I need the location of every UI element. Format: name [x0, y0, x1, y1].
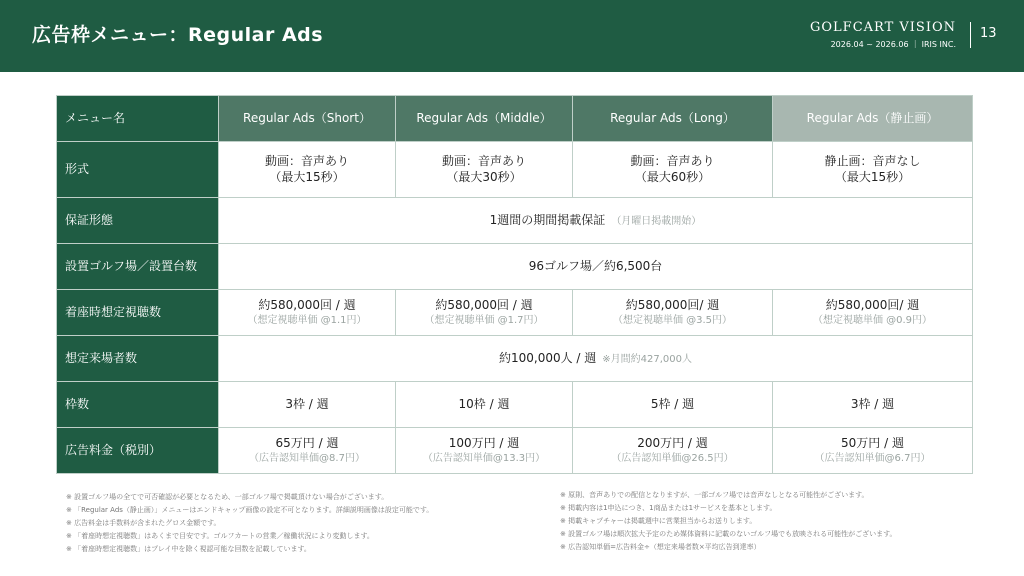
views-cell-short: 約580,000回 / 週 （想定視聴単価 @1.1円） — [219, 290, 396, 336]
corner-header: メニュー名 — [57, 96, 219, 142]
table-row-visitors — [57, 336, 973, 382]
format-cell-middle: 動画：音声あり （最大30秒） — [396, 142, 573, 198]
price-cell-short: 65万円 / 週 （広告認知単価@8.7円） — [219, 428, 396, 474]
footnote: ※ 原則、音声ありでの配信となりますが、一部ゴルフ場では音声なしとなる可能性がございます。 — [560, 491, 869, 499]
slots-cell-long: 5枠 / 週 — [573, 382, 773, 428]
row-header-guarantee: 保証形態 — [57, 198, 219, 244]
row-header-format: 形式 — [57, 142, 219, 198]
footnotes-left — [66, 491, 536, 556]
footnote: ※ 広告認知単価=広告料金÷（想定来場者数×平均広告到達率） — [560, 543, 761, 551]
table-row-price — [57, 428, 973, 474]
footnote: ※ 「着座時想定視聴数」はプレイ中を除く視認可能な回数を記載しています。 — [66, 545, 311, 553]
column-header-middle: Regular Ads（Middle） — [396, 96, 573, 142]
column-header-short: Regular Ads（Short） — [219, 96, 396, 142]
footnote: ※ 掲載キャプチャーは掲載週中に営業担当からお送りします。 — [560, 517, 757, 525]
ad-menu-table — [56, 95, 973, 474]
page-title: 広告枠メニュー：Regular Ads — [32, 24, 324, 46]
visitors-note: ※月間約427,000人 — [602, 353, 693, 365]
column-header-long: Regular Ads（Long） — [573, 96, 773, 142]
table-row-format — [57, 142, 973, 198]
row-header-price: 広告料金（税別） — [57, 428, 219, 474]
format-cell-still: 静止画：音声なし （最大15秒） — [773, 142, 973, 198]
format-cell-long: 動画：音声あり （最大60秒） — [573, 142, 773, 198]
header-bar — [0, 0, 1024, 72]
row-header-visitors: 想定来場者数 — [57, 336, 219, 382]
guarantee-note: （月曜日掲載開始） — [611, 215, 702, 227]
row-header-venues: 設置ゴルフ場／設置台数 — [57, 244, 219, 290]
page-number: 13 — [980, 26, 997, 41]
venues-cell: 96ゴルフ場／約6,500台 — [219, 244, 973, 290]
table-header-row — [57, 96, 973, 142]
guarantee-cell — [219, 198, 973, 244]
column-header-still: Regular Ads（静止画） — [773, 96, 973, 142]
table-row-views — [57, 290, 973, 336]
brand-block — [810, 20, 956, 50]
footnote: ※ 設置ゴルフ場の全てで可否確認が必要となるため、一部ゴルフ場で掲載頂けない場合がございます。 — [66, 493, 389, 501]
table-row-venues — [57, 244, 973, 290]
visitors-value: 約100,000人 / 週 — [498, 350, 597, 365]
brand-subtitle: 2026.04 ~ 2026.06 ｜ IRIS INC. — [830, 40, 956, 49]
views-cell-still: 約580,000回/ 週 （想定視聴単価 @0.9円） — [773, 290, 973, 336]
format-cell-short: 動画：音声あり （最大15秒） — [219, 142, 396, 198]
views-cell-middle: 約580,000回 / 週 （想定視聴単価 @1.7円） — [396, 290, 573, 336]
header-divider — [970, 22, 971, 48]
price-cell-still: 50万円 / 週 （広告認知単価@6.7円） — [773, 428, 973, 474]
views-cell-long: 約580,000回/ 週 （想定視聴単価 @3.5円） — [573, 290, 773, 336]
table-row-slots — [57, 382, 973, 428]
price-cell-middle: 100万円 / 週 （広告認知単価@13.3円） — [396, 428, 573, 474]
row-header-slots: 枠数 — [57, 382, 219, 428]
footnote: ※ 設置ゴルフ場は順次拡大予定のため媒体資料に記載のないゴルフ場でも放映される可能性がございます。 — [560, 530, 897, 538]
footnote: ※ 「Regular Ads（静止画）」メニューはエンドキャップ画像の設定不可となります。詳細説明画像は設定可能です。 — [66, 506, 434, 514]
footnote: ※ 広告料金は手数料が含まれたグロス金額です。 — [66, 519, 221, 527]
slots-cell-middle: 10枠 / 週 — [396, 382, 573, 428]
brand-name: GOLFCART VISION — [810, 20, 956, 35]
visitors-cell — [219, 336, 973, 382]
footnote: ※ 「着座時想定視聴数」はあくまで目安です。ゴルフカートの営業／稼働状況により変動します。 — [66, 532, 374, 540]
row-header-views: 着座時想定視聴数 — [57, 290, 219, 336]
footnote: ※ 掲載内容は1申込につき、1商品または1サービスを基本とします。 — [560, 504, 777, 512]
slots-cell-short: 3枠 / 週 — [219, 382, 396, 428]
price-cell-long: 200万円 / 週 （広告認知単価@26.5円） — [573, 428, 773, 474]
table-row-guarantee — [57, 198, 973, 244]
slots-cell-still: 3枠 / 週 — [773, 382, 973, 428]
guarantee-value: 1週間の期間掲載保証 — [489, 212, 606, 227]
footnotes-right — [560, 489, 1000, 554]
